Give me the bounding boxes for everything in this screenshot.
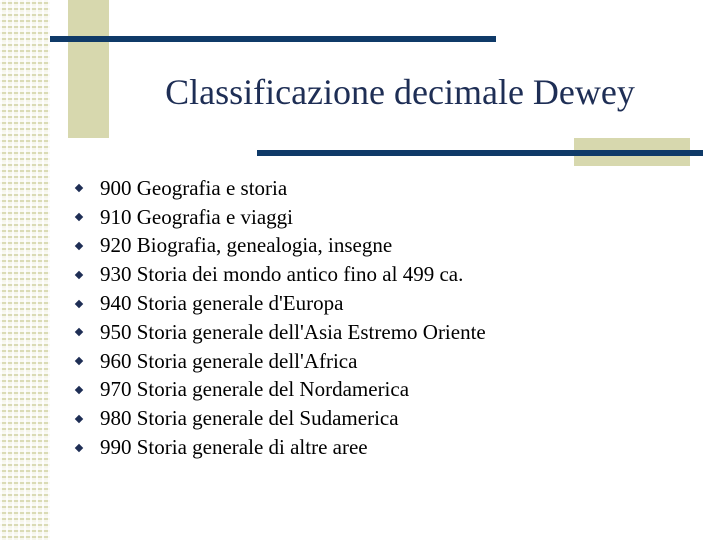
list-item: [70, 232, 486, 261]
decorative-grid-overlay: [0, 0, 50, 540]
diamond-bullet-icon: [75, 242, 83, 250]
diamond-bullet-icon: [75, 415, 83, 423]
list-item: [70, 404, 486, 433]
list-item: [70, 347, 486, 376]
decorative-bar-bottom: [257, 150, 703, 156]
list-item-text: 920 Biografia, genealogia, insegne: [100, 233, 393, 258]
list-item-text: 940 Storia generale d'Europa: [100, 291, 344, 316]
diamond-bullet-icon: [75, 184, 83, 192]
decorative-bar-top: [50, 36, 496, 42]
bullet-list: [70, 174, 486, 462]
list-item: [70, 203, 486, 232]
diamond-bullet-icon: [75, 443, 83, 451]
slide-title: Classificazione decimale Dewey: [165, 72, 635, 112]
diamond-bullet-icon: [75, 271, 83, 279]
list-item: [70, 260, 486, 289]
list-item-text: 970 Storia generale del Nordamerica: [100, 377, 410, 402]
list-item-text: 930 Storia dei mondo antico fino al 499 ca.: [100, 262, 464, 287]
list-item: [70, 174, 486, 203]
diamond-bullet-icon: [75, 357, 83, 365]
list-item: [70, 433, 486, 462]
diamond-bullet-icon: [75, 299, 83, 307]
list-item-text: 960 Storia generale dell'Africa: [100, 348, 358, 373]
list-item-text: 980 Storia generale del Sudamerica: [100, 406, 399, 431]
list-item-text: 900 Geografia e storia: [100, 175, 288, 200]
list-item: [70, 289, 486, 318]
diamond-bullet-icon: [75, 386, 83, 394]
list-item: [70, 376, 486, 405]
decorative-block-top: [68, 0, 109, 138]
list-item-text: 990 Storia generale di altre aree: [100, 435, 368, 460]
diamond-bullet-icon: [75, 328, 83, 336]
list-item: [70, 318, 486, 347]
list-item-text: 950 Storia generale dell'Asia Estremo Oriente: [100, 319, 486, 344]
diamond-bullet-icon: [75, 213, 83, 221]
list-item-text: 910 Geografia e viaggi: [100, 204, 294, 229]
